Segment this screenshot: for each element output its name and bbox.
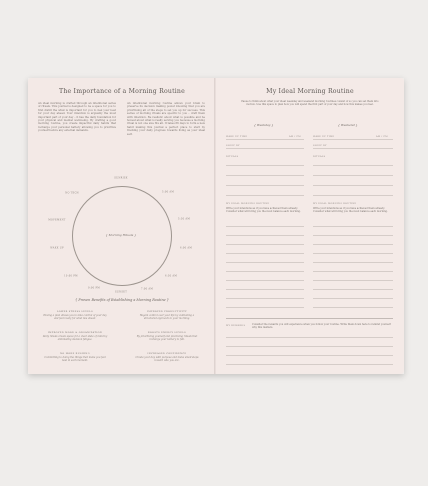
rewards-line[interactable] bbox=[226, 337, 393, 338]
weekday-list-note: Write your intentions as if you have achieved them already. Consider what will bring you the most balance each morning. bbox=[226, 207, 301, 214]
right-page bbox=[216, 78, 404, 374]
weekend-line[interactable] bbox=[313, 307, 393, 308]
right-page-title: My Ideal Morning Routine bbox=[266, 88, 354, 95]
weekend-line[interactable] bbox=[313, 175, 393, 176]
weekday-wake-line[interactable] bbox=[226, 139, 304, 140]
rewards-note: Consider the rewards you will experience when you follow your routine. Write them down here to remind yourself why this matters. bbox=[252, 323, 391, 330]
weekday-line[interactable] bbox=[226, 165, 304, 166]
weekend-line[interactable] bbox=[313, 298, 393, 299]
circle-label-1: SUNRISE bbox=[114, 176, 128, 180]
weekday-sleep-label: SLEEP BY bbox=[226, 144, 240, 147]
left-page-title: The Importance of a Morning Routine bbox=[59, 88, 185, 95]
circle-label-5: 6:30 AM bbox=[165, 274, 177, 278]
circle-label-2: 5:00 AM bbox=[162, 190, 174, 194]
weekend-line[interactable] bbox=[313, 235, 393, 236]
benefit-6 bbox=[134, 352, 200, 363]
weekend-wake-line[interactable] bbox=[313, 139, 393, 140]
weekday-line[interactable] bbox=[226, 235, 304, 236]
weekday-line[interactable] bbox=[226, 298, 304, 299]
benefits-title: { Proven Benefits of Establishing a Morning Routine } bbox=[75, 298, 169, 302]
weekday-line[interactable] bbox=[226, 185, 304, 186]
benefit-4-heading: BOOSTS ENERGY LEVELS bbox=[147, 331, 187, 334]
circle-label-7: SUNSET bbox=[114, 290, 128, 294]
intro-paragraph-1: An ideal morning is crafted through an intentional series of rituals. This journal is designed to be a space for you to first distill the what is important for you to feel your best for your day ahead. Your intention is arguably the most important part of your day – it has the daily foundation for your physical and mental well-being. By crafting a good morning routine, you create impactful daily habits that recharge your personal battery allowing you to prioritize yourself before any external demands. bbox=[38, 102, 116, 133]
weekend-line[interactable] bbox=[313, 280, 393, 281]
benefit-2-text: Regain control over your life by cultivating a structured approach to your morning. bbox=[139, 314, 195, 321]
benefit-3-heading: IMPROVED MOOD & ORGANIZATION bbox=[47, 331, 103, 334]
weekend-ampm: AM / PM bbox=[376, 135, 388, 138]
weekday-line[interactable] bbox=[226, 253, 304, 254]
circle-label-11: MOVEMENT bbox=[48, 218, 66, 222]
weekend-line[interactable] bbox=[313, 271, 393, 272]
weekday-sleep-line[interactable] bbox=[226, 148, 304, 149]
weekday-line[interactable] bbox=[226, 289, 304, 290]
benefit-5-heading: NO MORE RUSHING bbox=[60, 352, 90, 355]
benefit-6-text: Create your day with purpose and make small steps toward who you are. bbox=[135, 356, 199, 363]
weekday-line[interactable] bbox=[226, 271, 304, 272]
weekend-line[interactable] bbox=[313, 195, 393, 196]
rewards-line[interactable] bbox=[226, 346, 393, 347]
weekend-line[interactable] bbox=[313, 244, 393, 245]
weekday-line[interactable] bbox=[226, 262, 304, 263]
benefit-1-heading: LOWER STRESS LEVELS bbox=[56, 310, 94, 313]
benefit-3-text: Daily rituals create space for a clear state of mind by eliminating decision fatigue. bbox=[42, 335, 108, 342]
weekday-line[interactable] bbox=[226, 307, 304, 308]
open-journal bbox=[28, 78, 404, 374]
weekend-list-note: Write your intentions as if you have achieved them already. Consider what will bring you the most balance each morning. bbox=[313, 207, 388, 214]
weekend-line[interactable] bbox=[313, 185, 393, 186]
weekday-heading: { Weekday } bbox=[254, 123, 274, 127]
rewards-label: MY REWARDS bbox=[226, 324, 246, 327]
circle-label-9: 10:00 PM bbox=[64, 274, 78, 278]
left-page bbox=[28, 78, 216, 374]
weekday-line[interactable] bbox=[226, 226, 304, 227]
benefit-4-text: By prioritizing yourself and practicing rituals that recharge your battery to full. bbox=[136, 335, 198, 342]
weekday-line[interactable] bbox=[226, 195, 304, 196]
weekday-list-label: MY IDEAL MORNING ROUTINE bbox=[226, 202, 270, 205]
benefit-6-heading: INCREASED CONFIDENCE bbox=[147, 352, 187, 355]
routine-intro: Pause to think about what your ideal weekday and weekend morning routines consist of so you can set them into motion. Use this space to plan how you will spend the first part of your day and how this makes you feel. bbox=[241, 100, 379, 107]
benefit-5-text: Committing to doing the things that make you feel best in each moment. bbox=[44, 356, 106, 363]
section-divider bbox=[226, 318, 393, 319]
weekend-heading: { Weekend } bbox=[338, 123, 358, 127]
rewards-line[interactable] bbox=[226, 364, 393, 365]
benefit-3 bbox=[42, 331, 108, 342]
weekend-sleep-label: SLEEP BY bbox=[313, 144, 327, 147]
benefit-1 bbox=[42, 310, 108, 321]
circle-label-3: 5:30 AM bbox=[178, 217, 190, 221]
benefit-5 bbox=[42, 352, 108, 363]
morning-rituals-label: { Morning Rituals } bbox=[105, 233, 137, 237]
weekend-wake-label: WAKE UP TIME bbox=[313, 135, 335, 138]
circle-label-6: 7:00 AM bbox=[141, 287, 153, 291]
weekend-line[interactable] bbox=[313, 262, 393, 263]
weekday-wake-label: WAKE UP TIME bbox=[226, 135, 248, 138]
circle-label-4: 6:00 AM bbox=[180, 246, 192, 250]
benefit-2 bbox=[134, 310, 200, 321]
weekend-line[interactable] bbox=[313, 165, 393, 166]
circle-label-8: 9:00 PM bbox=[88, 286, 100, 290]
weekday-line[interactable] bbox=[226, 244, 304, 245]
circle-label-12: NO TECH bbox=[65, 191, 79, 195]
benefit-4 bbox=[134, 331, 200, 342]
weekday-ampm: AM / PM bbox=[289, 135, 301, 138]
weekend-line[interactable] bbox=[313, 253, 393, 254]
weekend-line[interactable] bbox=[313, 289, 393, 290]
rewards-line[interactable] bbox=[226, 355, 393, 356]
weekday-line[interactable] bbox=[226, 175, 304, 176]
benefit-2-heading: IMPROVED PRODUCTIVITY bbox=[147, 310, 187, 313]
weekday-line[interactable] bbox=[226, 280, 304, 281]
circle-label-10: WAKE UP bbox=[50, 246, 64, 250]
intro-paragraph-2: An intentional morning routine allows your brain to preserve its decision making power knowing that you are prioritising all of the steps to set you up for success. This series of morning rituals are specific to you – craft them with intention. Be realistic about what is possible and be honest about what is really serving you because a morning ritual is not one size fits all. It takes 66 days to form a new habit making this journal a perfect place to start by tracking your daily progress towards living as your ideal self. bbox=[127, 102, 205, 136]
benefit-1-text: Having a plan allows you to take control of your day and feel ready for what lies ahead. bbox=[43, 314, 107, 321]
weekend-sleep-line[interactable] bbox=[313, 148, 393, 149]
weekend-rituals-label: RITUALS bbox=[313, 155, 326, 158]
weekend-line[interactable] bbox=[313, 226, 393, 227]
weekday-rituals-label: RITUALS bbox=[226, 155, 239, 158]
weekend-list-label: MY IDEAL MORNING ROUTINE bbox=[313, 202, 357, 205]
